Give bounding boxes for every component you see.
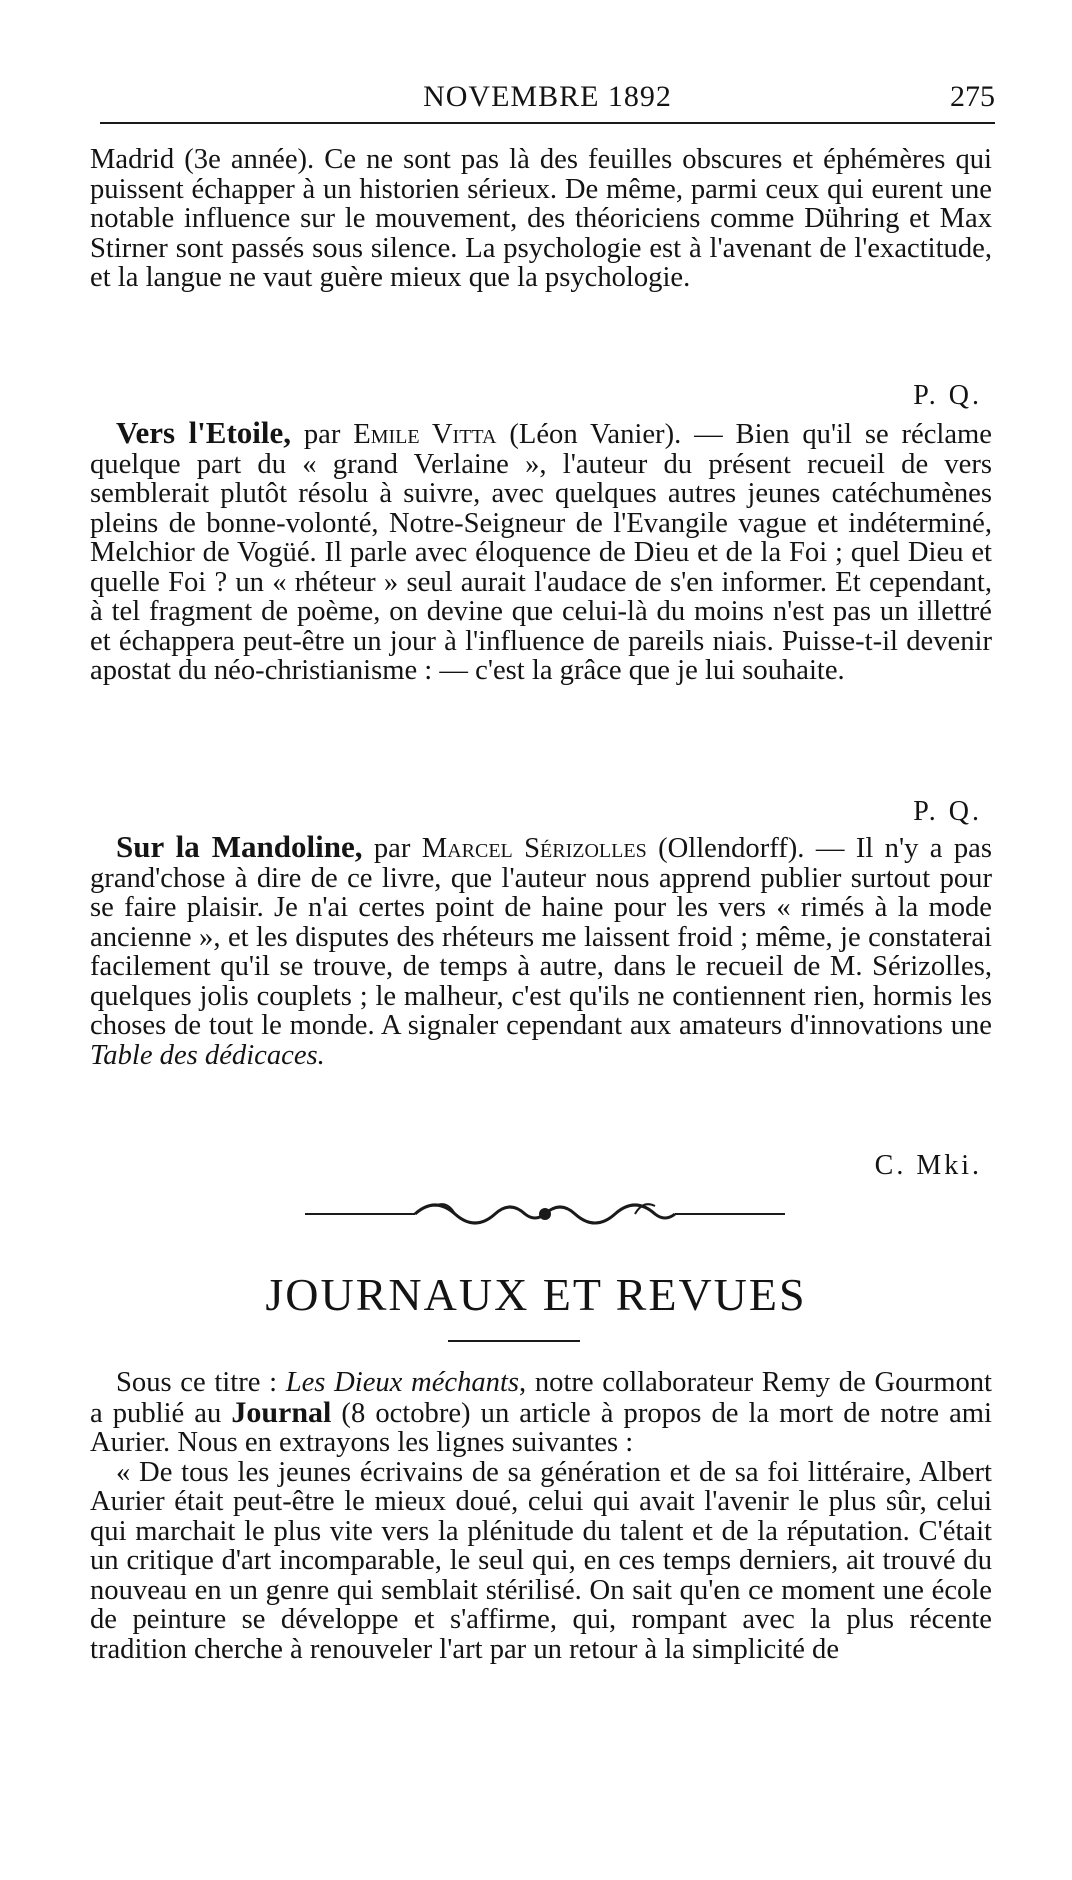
text-run: Sous ce titre : bbox=[116, 1367, 286, 1398]
review-continuation bbox=[90, 145, 992, 293]
review-vers-letoile-text bbox=[90, 415, 992, 686]
section-paragraph-2: « De tous les jeunes écrivains de sa génération et de sa foi littéraire, Albert Aurier était peut-être le mieux doué, celui qui avait l'avenir le plus sûr, celui qui marchait le plus vite vers la plénitude du talent et de la réputation. C'était un critique d'art incomparable, le seul qui, en ces temps derniers, ait trouvé du nouveau en un genre qui semblait stérilisé. On sait qu'en ce moment une école de peinture se développe et s'affirme, qui, rompant avec la plus récente tradition cherche à renouveler l'art par un retour à la simplicité de bbox=[90, 1456, 992, 1665]
review-sur-la-mandoline bbox=[90, 829, 992, 1071]
header-title: NOVEMBRE 1892 bbox=[423, 80, 672, 113]
page-number: 275 bbox=[950, 80, 995, 113]
book-title: Sur la Mandoline, bbox=[116, 829, 363, 864]
review-vers-letoile bbox=[90, 415, 992, 686]
journal-name: Journal bbox=[231, 1395, 332, 1429]
title-underline bbox=[448, 1340, 580, 1342]
book-author: Emile Vitta bbox=[353, 419, 497, 450]
italic-title: Table des dédicaces. bbox=[90, 1039, 325, 1071]
text-run: , notre collaborateur Remy de Gourmont a publié au bbox=[90, 1367, 992, 1429]
review-par: par bbox=[362, 833, 422, 864]
italic-title: Les Dieux méchants bbox=[285, 1367, 520, 1398]
review-body: (Ollendorff). — Il n'y a pas grand'chose à dire de ce livre, que l'auteur nous apprend publier surtout pour se faire plaisir. Je n'ai certes point de haine pour les vers « rimés à la mode ancienne », et les disputes des rhéteurs me laissent froid ; même, je constaterai facilement qu'il se trouve, de temps à autre, dans le recueil de M. Sérizolles, quelques jolis couplets ; le malheur, c'est qu'ils ne contiennent rien, hormis les choses de tout le monde. A signaler cependant aux amateurs d'innovations une bbox=[90, 833, 992, 1041]
section-paragraph-1 bbox=[90, 1368, 992, 1458]
signature-pq-2: P. Q. bbox=[913, 796, 982, 827]
ornament-divider bbox=[305, 1192, 785, 1236]
review-par: par bbox=[291, 419, 354, 450]
review-mandoline-text bbox=[90, 829, 992, 1071]
signature-cmki: C. Mki. bbox=[874, 1150, 982, 1181]
signature-pq-1: P. Q. bbox=[913, 380, 982, 411]
text-run: (8 octobre) un article à propos de la mort de notre ami Aurier. Nous en extrayons les lignes suivantes : bbox=[90, 1397, 992, 1458]
review-continuation-text: Madrid (3e année). Ce ne sont pas là des feuilles obscures et éphémères qui puissent échapper à un historien sérieux. De même, parmi ceux qui eurent une notable influence sur le mouvement, des théoriciens comme Dühring et Max Stirner sont passés sous silence. La psychologie est à l'avenant de l'exactitude, et la langue ne vaut guère mieux que la psychologie. bbox=[90, 144, 992, 293]
section-body bbox=[90, 1368, 992, 1664]
book-author: Marcel Sérizolles bbox=[421, 833, 647, 864]
running-header bbox=[100, 78, 995, 124]
book-title: Vers l'Etoile, bbox=[116, 415, 292, 450]
section-title: JOURNAUX ET REVUES bbox=[265, 1269, 807, 1320]
review-body: (Léon Vanier). — Bien qu'il se réclame quelque part du « grand Verlaine », l'auteur du présent recueil de vers semblerait plutôt résolu à suivre, avec quelques autres jeunes catéchumènes pleins de bonne-volonté, Notre-Seigneur de l'Evangile vague et indéterminé, Melchior de Vogüé. Il parle avec éloquence de Dieu et de la Foi ; quel Dieu et quelle Foi ? un « rhéteur » seul aurait l'audace de s'en informer. Et cependant, à tel fragment de poème, on devine que celui-là du moins n'est pas un illettré et échappera peut-être un jour à l'influence de pareils niais. Puisse-t-il devenir apostat du néo-christianisme : — c'est la grâce que je lui souhaite. bbox=[90, 419, 992, 686]
